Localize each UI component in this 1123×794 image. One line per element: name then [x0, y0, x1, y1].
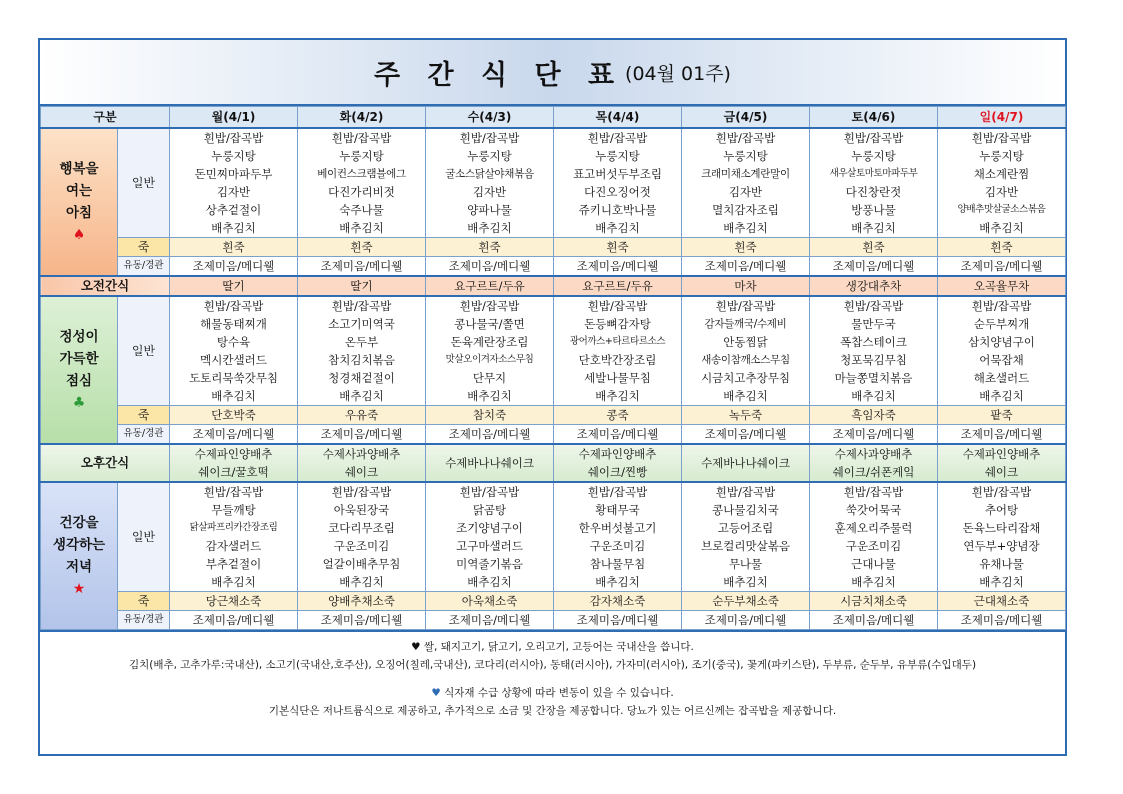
breakfast-porridge-row — [41, 238, 1066, 257]
basic-notice: 기본식단은 저나트륨식으로 제공하고, 추가적으로 소금 및 간장을 제공합니다. 당뇨가 있는 어르신께는 잡곡밥을 제공합니다. — [268, 705, 837, 717]
pm-snack-item: 쉐이크/쉬폰케잌 — [832, 465, 915, 479]
porridge-label: 죽 — [118, 238, 170, 257]
menu-item: 크래미채소계란말이 — [701, 168, 790, 180]
am-snack-cell: 마차 — [682, 276, 810, 296]
dinner-liquid-cell: 조제미음/메디웰 — [298, 611, 426, 630]
menu-item: 흰밥/잡곡밥 — [587, 299, 648, 313]
menu-item: 흰밥/잡곡밥 — [459, 131, 520, 145]
dinner-label — [41, 482, 118, 630]
menu-item: 콩나물김치국 — [712, 503, 779, 517]
menu-item: 배추김치 — [723, 221, 768, 235]
am-snack-label: 오전간식 — [41, 276, 170, 296]
pm-snack-item: 수제바나나쉐이크 — [445, 456, 534, 470]
menu-item: 다진창란젓 — [845, 185, 902, 199]
pm-snack-cell — [554, 444, 682, 482]
dinner-liquid-cell: 조제미음/메디웰 — [938, 611, 1066, 630]
menu-item: 흰밥/잡곡밥 — [715, 485, 776, 499]
menu-item: 흰밥/잡곡밥 — [587, 485, 648, 499]
dinner-label-line: 건강을 — [59, 515, 99, 531]
menu-item: 흰밥/잡곡밥 — [843, 299, 904, 313]
header-row — [41, 107, 1066, 129]
menu-item: 도토리묵쑥갓무침 — [189, 371, 278, 385]
menu-item: 구운조미김 — [333, 539, 390, 553]
menu-item: 돈육계란장조림 — [450, 335, 529, 349]
pm-snack-item: 쉐이크 — [344, 465, 379, 479]
menu-item: 시금치고추장무침 — [701, 371, 790, 385]
lunch-porridge-cell: 우유죽 — [298, 406, 426, 425]
breakfast-label-line: 행복을 — [59, 161, 99, 177]
dinner-porridge-cell: 당근채소죽 — [170, 592, 298, 611]
lunch-menu-cell — [810, 296, 938, 406]
header-day: 금(4/5) — [682, 107, 810, 129]
menu-item: 어묵잡채 — [979, 353, 1024, 367]
menu-item: 광어까스+타르타르소스 — [569, 336, 666, 347]
menu-item: 배추김치 — [339, 221, 384, 235]
lunch-liquid-cell: 조제미음/메디웰 — [810, 425, 938, 445]
heart-blue-icon: ♥ — [431, 687, 441, 699]
am-snack-cell: 오곡율무차 — [938, 276, 1066, 296]
menu-item: 세발나물무침 — [584, 371, 651, 385]
am-snack-cell: 요구르트/두유 — [426, 276, 554, 296]
menu-item: 삼치양념구이 — [968, 335, 1035, 349]
am-snack-cell: 요구르트/두유 — [554, 276, 682, 296]
breakfast-menu-cell — [298, 128, 426, 238]
header-day: 토(4/6) — [810, 107, 938, 129]
lunch-liquid-cell: 조제미음/메디웰 — [682, 425, 810, 445]
menu-item: 방풍나물 — [851, 203, 896, 217]
dinner-liquid-cell: 조제미음/메디웰 — [810, 611, 938, 630]
breakfast-porridge-cell: 흰죽 — [170, 238, 298, 257]
menu-item: 배추김치 — [595, 389, 640, 403]
breakfast-menu-cell — [682, 128, 810, 238]
menu-item: 흰밥/잡곡밥 — [203, 299, 264, 313]
menu-item: 누룽지탕 — [211, 149, 256, 163]
menu-item: 훈제오리주물럭 — [834, 521, 913, 535]
change-notice — [40, 684, 1065, 702]
pm-snack-cell — [938, 444, 1066, 482]
lunch-liquid-cell: 조제미음/메디웰 — [298, 425, 426, 445]
dinner-menu-cell — [810, 482, 938, 592]
menu-item: 흰밥/잡곡밥 — [587, 131, 648, 145]
menu-item: 흰밥/잡곡밥 — [459, 485, 520, 499]
page-title: 주 간 식 단 표 — [374, 59, 624, 91]
menu-item: 배추김치 — [211, 221, 256, 235]
menu-item: 고구마샐러드 — [456, 539, 523, 553]
menu-item: 무들깨탕 — [211, 503, 256, 517]
menu-item: 구운조미김 — [845, 539, 902, 553]
menu-item: 배추김치 — [851, 575, 896, 589]
origin-main-text: 쌀, 돼지고기, 닭고기, 오리고기, 고등어는 국내산을 씁니다. — [423, 641, 694, 653]
lunch-menu-cell — [426, 296, 554, 406]
breakfast-porridge-cell: 흰죽 — [810, 238, 938, 257]
breakfast-menu-cell — [426, 128, 554, 238]
breakfast-menu-cell — [938, 128, 1066, 238]
heart-black-icon: ♥ — [411, 641, 421, 653]
menu-item: 고등어조림 — [717, 521, 774, 535]
menu-item: 누룽지탕 — [979, 149, 1024, 163]
pm-snack-cell — [426, 444, 554, 482]
menu-item: 김자반 — [472, 185, 507, 199]
menu-item: 흰밥/잡곡밥 — [331, 299, 392, 313]
breakfast-liquid-cell: 조제미음/메디웰 — [554, 257, 682, 277]
pm-snack-item: 쉐이크/꿀호떡 — [198, 465, 269, 479]
am-snack-cell: 딸기 — [170, 276, 298, 296]
pm-snack-label: 오후간식 — [41, 444, 170, 482]
menu-item: 배추김치 — [211, 389, 256, 403]
menu-item: 다진가리비젓 — [328, 185, 395, 199]
am-snack-cell: 생강대추차 — [810, 276, 938, 296]
menu-item: 브로컬리맛살볶음 — [701, 539, 790, 553]
menu-item: 상추겉절이 — [205, 203, 262, 217]
liquid-label: 유동/경관 — [118, 257, 170, 277]
breakfast-liquid-cell: 조제미음/메디웰 — [938, 257, 1066, 277]
menu-item: 맛살오이겨자소스무침 — [445, 354, 534, 365]
change-notice-text: 식자재 수급 상황에 따라 변동이 있을 수 있습니다. — [444, 687, 674, 699]
breakfast-liquid-cell: 조제미음/메디웰 — [170, 257, 298, 277]
menu-item: 배추김치 — [595, 221, 640, 235]
menu-item: 안동찜닭 — [723, 335, 768, 349]
menu-item: 흰밥/잡곡밥 — [843, 485, 904, 499]
menu-item: 물만두국 — [851, 317, 896, 331]
lunch-menu-cell — [682, 296, 810, 406]
menu-item: 해초샐러드 — [973, 371, 1030, 385]
menu-item: 근대나물 — [851, 557, 896, 571]
menu-item: 폭찹스테이크 — [840, 335, 907, 349]
pm-snack-cell — [810, 444, 938, 482]
lunch-label-line: 정성이 — [59, 329, 99, 345]
menu-item: 표고버섯두부조림 — [573, 167, 662, 181]
menu-item: 온두부 — [344, 335, 379, 349]
lunch-porridge-cell: 흑임자죽 — [810, 406, 938, 425]
menu-item: 누룽지탕 — [595, 149, 640, 163]
menu-item: 채소계란찜 — [973, 167, 1030, 181]
menu-item: 흰밥/잡곡밥 — [715, 131, 776, 145]
menu-item: 양배추맛살굴소스볶음 — [957, 204, 1046, 215]
menu-item: 흰밥/잡곡밥 — [971, 131, 1032, 145]
menu-item: 배추김치 — [979, 389, 1024, 403]
pm-snack-item: 수제파인양배추 — [962, 447, 1041, 461]
menu-item: 흰밥/잡곡밥 — [715, 299, 776, 313]
weekly-menu-sheet — [38, 38, 1067, 756]
header-day: 일(4/7) — [938, 107, 1066, 129]
menu-item: 멸치감자조림 — [712, 203, 779, 217]
lunch-porridge-cell: 콩죽 — [554, 406, 682, 425]
dinner-menu-cell — [682, 482, 810, 592]
menu-item: 숙주나물 — [339, 203, 384, 217]
menu-item: 코다리무조림 — [328, 521, 395, 535]
am-snack-row — [41, 276, 1066, 296]
menu-item: 유채나물 — [979, 557, 1024, 571]
liquid-label: 유동/경관 — [118, 425, 170, 445]
breakfast-menu-cell — [810, 128, 938, 238]
dinner-porridge-cell: 근대채소죽 — [938, 592, 1066, 611]
menu-item: 흰밥/잡곡밥 — [203, 485, 264, 499]
breakfast-label-line: 아침 — [65, 205, 93, 221]
lunch-porridge-cell: 참치죽 — [426, 406, 554, 425]
menu-item: 배추김치 — [595, 575, 640, 589]
dinner-porridge-cell: 시금치채소죽 — [810, 592, 938, 611]
lunch-liquid-cell: 조제미음/메디웰 — [938, 425, 1066, 445]
menu-item: 누룽지탕 — [339, 149, 384, 163]
title-bar — [40, 40, 1065, 106]
dinner-menu-cell — [298, 482, 426, 592]
menu-item: 새송이참깨소스무침 — [701, 354, 790, 366]
pm-snack-item: 쉐이크/찐빵 — [587, 465, 648, 479]
pm-snack-cell — [298, 444, 426, 482]
general-label: 일반 — [118, 296, 170, 406]
lunch-porridge-row — [41, 406, 1066, 425]
club-icon: ♣ — [72, 395, 86, 411]
lunch-menu-cell — [554, 296, 682, 406]
lunch-liquid-cell: 조제미음/메디웰 — [554, 425, 682, 445]
liquid-label: 유동/경관 — [118, 611, 170, 630]
menu-item: 추어탕 — [984, 503, 1019, 517]
breakfast-liquid-cell: 조제미음/메디웰 — [682, 257, 810, 277]
dinner-porridge-cell: 아욱채소죽 — [426, 592, 554, 611]
pm-snack-item: 수제파인양배추 — [194, 447, 273, 461]
dinner-liquid-row — [41, 611, 1066, 630]
menu-item: 아욱된장국 — [333, 503, 390, 517]
menu-item: 쥬키니호박나물 — [578, 203, 657, 217]
lunch-menu-cell — [938, 296, 1066, 406]
menu-item: 배추김치 — [851, 221, 896, 235]
porridge-label: 죽 — [118, 592, 170, 611]
pm-snack-item: 쉐이크 — [984, 465, 1019, 479]
menu-item: 얼갈이배추무침 — [322, 557, 401, 571]
menu-item: 단호박간장조림 — [578, 353, 657, 367]
menu-item: 감자들깨국/수제비 — [704, 318, 787, 330]
dinner-label-line: 저녁 — [65, 559, 93, 575]
menu-item: 참치김치볶음 — [328, 353, 395, 367]
menu-item: 흰밥/잡곡밥 — [331, 131, 392, 145]
page-subtitle: (04월 01주) — [625, 62, 731, 85]
menu-item: 누룽지탕 — [851, 149, 896, 163]
dinner-menu-cell — [554, 482, 682, 592]
menu-item: 마늘쫑멸치볶음 — [834, 371, 913, 385]
menu-item: 감자샐러드 — [205, 539, 262, 553]
lunch-porridge-cell: 단호박죽 — [170, 406, 298, 425]
dinner-porridge-cell: 순두부채소죽 — [682, 592, 810, 611]
menu-item: 탕수육 — [216, 335, 251, 349]
menu-item: 미역줄기볶음 — [456, 557, 523, 571]
menu-item: 무나물 — [728, 557, 763, 571]
menu-item: 연두부+양념장 — [963, 539, 1040, 553]
menu-item: 김자반 — [216, 185, 251, 199]
lunch-label — [41, 296, 118, 444]
breakfast-porridge-cell: 흰죽 — [938, 238, 1066, 257]
menu-item: 순두부찌개 — [973, 317, 1030, 331]
menu-item: 누룽지탕 — [723, 149, 768, 163]
header-day: 화(4/2) — [298, 107, 426, 129]
menu-item: 조기양념구이 — [456, 521, 523, 535]
menu-item: 양파나물 — [467, 203, 512, 217]
breakfast-porridge-cell: 흰죽 — [554, 238, 682, 257]
menu-item: 배추김치 — [979, 221, 1024, 235]
breakfast-label — [41, 128, 118, 276]
menu-item: 배추김치 — [211, 575, 256, 589]
pm-snack-cell — [170, 444, 298, 482]
menu-item: 누룽지탕 — [467, 149, 512, 163]
pm-snack-item: 수제파인양배추 — [578, 447, 657, 461]
dinner-label-line: 생각하는 — [52, 537, 106, 553]
menu-item: 돈육느타리잡채 — [962, 521, 1041, 535]
menu-item: 배추김치 — [723, 575, 768, 589]
menu-item: 배추김치 — [467, 221, 512, 235]
dinner-liquid-cell: 조제미음/메디웰 — [426, 611, 554, 630]
menu-item: 한우버섯불고기 — [578, 521, 657, 535]
header-day: 월(4/1) — [170, 107, 298, 129]
dinner-menu-cell — [426, 482, 554, 592]
menu-item: 김자반 — [728, 185, 763, 199]
porridge-label: 죽 — [118, 406, 170, 425]
menu-item: 새우살토마토마파두부 — [829, 168, 918, 179]
menu-item: 청포묵김무침 — [840, 353, 907, 367]
lunch-menu-cell — [170, 296, 298, 406]
menu-item: 구운조미김 — [589, 539, 646, 553]
notes-section — [40, 630, 1065, 720]
lunch-general-row — [41, 296, 1066, 406]
pm-snack-item: 수제사과양배추 — [834, 447, 913, 461]
general-label: 일반 — [118, 482, 170, 592]
breakfast-porridge-cell: 흰죽 — [298, 238, 426, 257]
dinner-liquid-cell: 조제미음/메디웰 — [554, 611, 682, 630]
menu-item: 다진오징어젓 — [584, 185, 651, 199]
menu-item: 배추김치 — [979, 575, 1024, 589]
dinner-porridge-cell: 감자채소죽 — [554, 592, 682, 611]
lunch-menu-cell — [298, 296, 426, 406]
header-category: 구분 — [41, 107, 170, 129]
dinner-general-row — [41, 482, 1066, 592]
menu-item: 닭살파프리카간장조림 — [189, 522, 278, 533]
star-icon: ★ — [72, 581, 86, 597]
lunch-porridge-cell: 팥죽 — [938, 406, 1066, 425]
origin-detail: 김치(배추, 고추가루:국내산), 소고기(국내산,호주산), 오징어(칠레,국내산), 코다리(러시아), 동태(러시아), 가자미(러시아), 조기(중국), 꽃게(파키스탄), 두부류, 순두부, 유부류(수입대두) — [128, 659, 977, 671]
menu-item: 배추김치 — [467, 389, 512, 403]
dinner-liquid-cell: 조제미음/메디웰 — [170, 611, 298, 630]
menu-item: 부추겉절이 — [205, 557, 262, 571]
menu-item: 굴소스닭살야채볶음 — [445, 168, 534, 180]
dinner-menu-cell — [938, 482, 1066, 592]
menu-item: 돈등뼈감자탕 — [584, 317, 651, 331]
spade-icon: ♠ — [72, 227, 86, 243]
menu-item: 콩나물국/쫄면 — [454, 317, 525, 331]
breakfast-menu-cell — [170, 128, 298, 238]
header-day: 목(4/4) — [554, 107, 682, 129]
menu-item: 닭곰탕 — [472, 503, 507, 517]
pm-snack-item: 수제사과양배추 — [322, 447, 401, 461]
menu-item: 배추김치 — [851, 389, 896, 403]
lunch-porridge-cell: 녹두죽 — [682, 406, 810, 425]
breakfast-liquid-cell: 조제미음/메디웰 — [298, 257, 426, 277]
dinner-liquid-cell: 조제미음/메디웰 — [682, 611, 810, 630]
menu-item: 흰밥/잡곡밥 — [459, 299, 520, 313]
menu-table — [40, 106, 1066, 630]
menu-item: 단무지 — [472, 371, 507, 385]
lunch-liquid-row — [41, 425, 1066, 445]
menu-item: 배추김치 — [467, 575, 512, 589]
am-snack-cell: 딸기 — [298, 276, 426, 296]
menu-item: 흰밥/잡곡밥 — [331, 485, 392, 499]
general-label: 일반 — [118, 128, 170, 238]
origin-notice — [40, 638, 1065, 656]
menu-item: 베이컨스크램블에그 — [317, 168, 406, 180]
dinner-porridge-row — [41, 592, 1066, 611]
lunch-liquid-cell: 조제미음/메디웰 — [426, 425, 554, 445]
dinner-porridge-cell: 양배추채소죽 — [298, 592, 426, 611]
breakfast-liquid-row — [41, 257, 1066, 277]
breakfast-label-line: 여는 — [65, 183, 93, 199]
lunch-label-line: 점심 — [65, 373, 93, 389]
breakfast-general-row — [41, 128, 1066, 238]
menu-item: 황태무국 — [595, 503, 640, 517]
menu-item: 흰밥/잡곡밥 — [843, 131, 904, 145]
breakfast-liquid-cell: 조제미음/메디웰 — [810, 257, 938, 277]
breakfast-liquid-cell: 조제미음/메디웰 — [426, 257, 554, 277]
menu-item: 멕시칸샐러드 — [200, 353, 267, 367]
menu-item: 흰밥/잡곡밥 — [971, 299, 1032, 313]
menu-item: 청경채겉절이 — [328, 371, 395, 385]
menu-item: 참나물무침 — [589, 557, 646, 571]
menu-item: 김자반 — [984, 185, 1019, 199]
menu-item: 쑥갓어묵국 — [845, 503, 902, 517]
pm-snack-cell — [682, 444, 810, 482]
menu-item: 배추김치 — [339, 389, 384, 403]
dinner-menu-cell — [170, 482, 298, 592]
lunch-label-line: 가득한 — [59, 351, 99, 367]
menu-item: 해물동태찌개 — [200, 317, 267, 331]
menu-item: 돈민찌마파두부 — [194, 167, 273, 181]
menu-item: 배추김치 — [339, 575, 384, 589]
menu-item: 배추김치 — [723, 389, 768, 403]
menu-item: 소고기미역국 — [328, 317, 395, 331]
breakfast-porridge-cell: 흰죽 — [426, 238, 554, 257]
menu-item: 흰밥/잡곡밥 — [203, 131, 264, 145]
breakfast-porridge-cell: 흰죽 — [682, 238, 810, 257]
pm-snack-item: 수제바나나쉐이크 — [701, 456, 790, 470]
menu-item: 흰밥/잡곡밥 — [971, 485, 1032, 499]
pm-snack-row — [41, 444, 1066, 482]
lunch-liquid-cell: 조제미음/메디웰 — [170, 425, 298, 445]
header-day: 수(4/3) — [426, 107, 554, 129]
breakfast-menu-cell — [554, 128, 682, 238]
